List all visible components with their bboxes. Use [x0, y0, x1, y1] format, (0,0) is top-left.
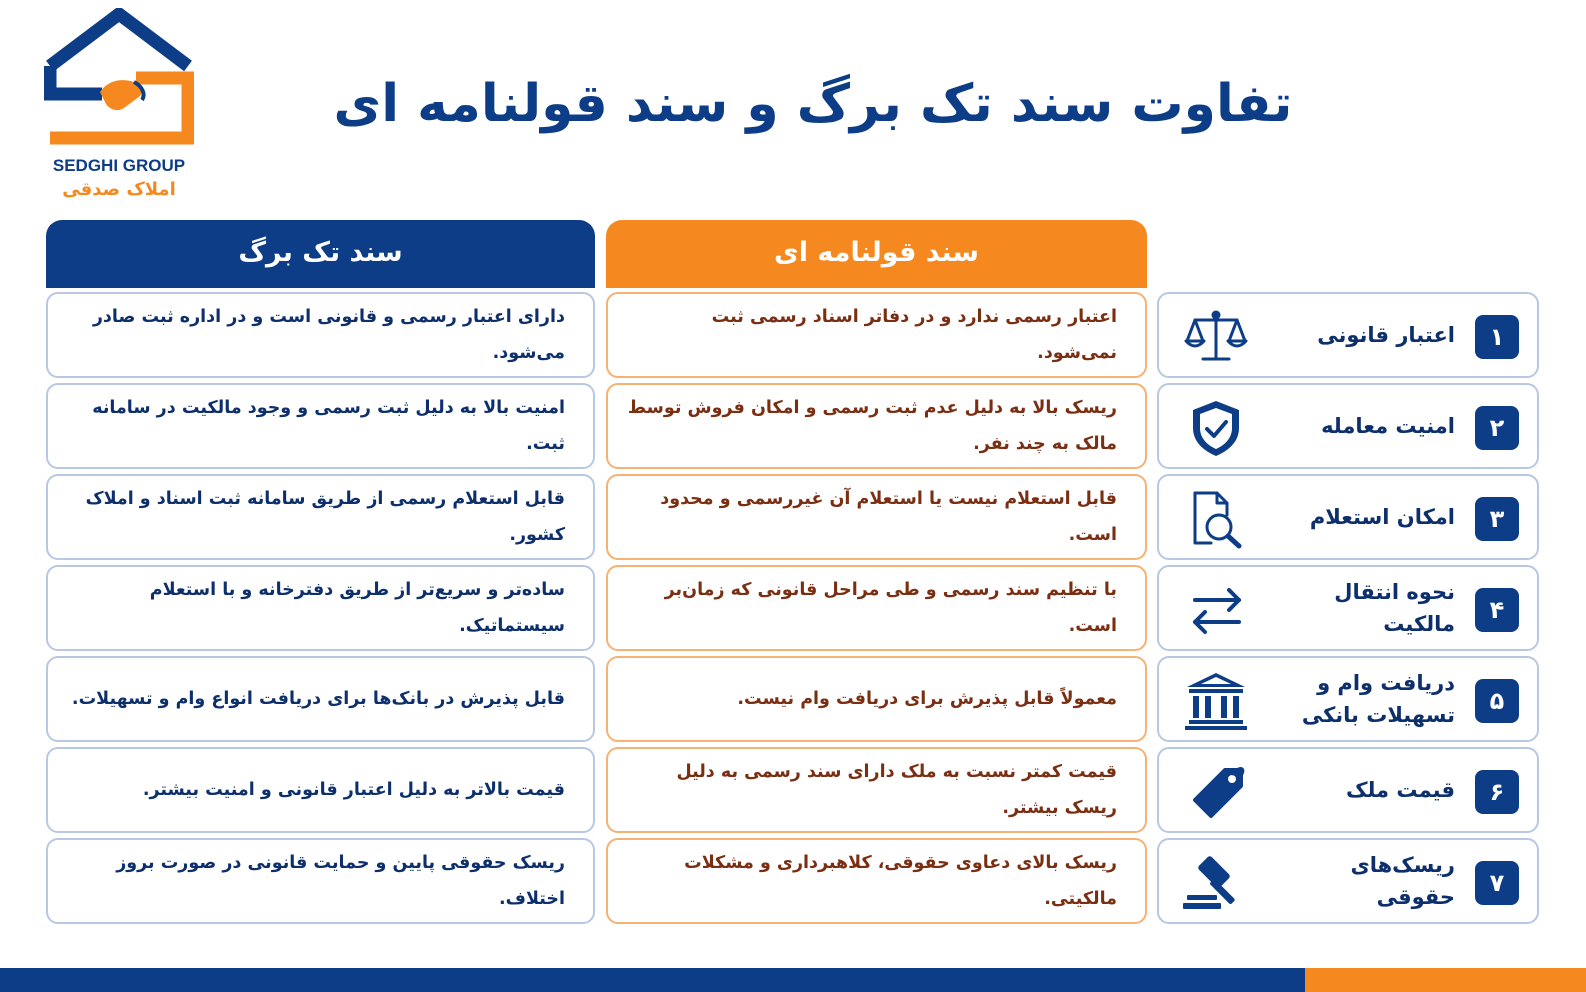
- gholnameh-cell: [606, 838, 1147, 924]
- cell-text: ریسک حقوقی پایین و حمایت قانونی در صورت بروز اختلاف.: [116, 853, 565, 909]
- row-number-badge: ۶: [1475, 770, 1519, 814]
- gholnameh-cell: [606, 656, 1147, 742]
- tak-barg-cell: [46, 747, 595, 833]
- criterion-row: [1157, 565, 1539, 651]
- scales-icon: [1181, 307, 1251, 367]
- tak-barg-cell: [46, 474, 595, 560]
- shield-check-icon: [1181, 398, 1251, 458]
- cell-text: ریسک بالای دعاوی حقوقی، کلاهبرداری و مشکلات مالکیتی.: [684, 853, 1117, 909]
- criterion-row: [1157, 383, 1539, 469]
- criterion-row: [1157, 656, 1539, 742]
- row-number-badge: ۲: [1475, 406, 1519, 450]
- criterion-row: [1157, 292, 1539, 378]
- document-search-icon: [1181, 489, 1251, 549]
- criterion-label: اعتبار قانونی: [1317, 323, 1455, 347]
- row-number-badge: ۱: [1475, 315, 1519, 359]
- criterion-label: امکان استعلام: [1309, 505, 1455, 529]
- row-number-badge: ۵: [1475, 679, 1519, 723]
- footer-bar-blue: [0, 968, 1305, 992]
- criterion-row: [1157, 474, 1539, 560]
- bank-icon: [1181, 671, 1251, 731]
- cell-text: ساده‌تر و سریع‌تر از طریق دفترخانه و با استعلام سیستماتیک.: [149, 580, 565, 636]
- tak-barg-cell: [46, 565, 595, 651]
- tak-barg-cell: [46, 383, 595, 469]
- cell-text: ریسک بالا به دلیل عدم ثبت رسمی و امکان فروش توسط مالک به چند نفر.: [627, 398, 1117, 454]
- house-handshake-logo-icon: [44, 8, 194, 158]
- gholnameh-cell: [606, 565, 1147, 651]
- tak-barg-cell: [46, 292, 595, 378]
- transfer-arrows-icon: [1181, 580, 1251, 640]
- gholnameh-cell: [606, 383, 1147, 469]
- cell-text: قابل استعلام رسمی از طریق سامانه ثبت اسناد و املاک کشور.: [85, 489, 565, 545]
- cell-text: با تنظیم سند رسمی و طی مراحل قانونی که زمان‌بر است.: [664, 580, 1117, 636]
- criterion-label: امنیت معامله: [1321, 414, 1455, 438]
- cell-text: قابل استعلام نیست یا استعلام آن غیررسمی و محدود است.: [660, 489, 1117, 545]
- cell-text: قابل پذیرش در بانک‌ها برای دریافت انواع وام و تسهیلات.: [71, 689, 565, 709]
- company-logo: [44, 8, 194, 208]
- cell-text: اعتبار رسمی ندارد و در دفاتر اسناد رسمی ثبت نمی‌شود.: [711, 307, 1117, 363]
- page-title: تفاوت سند تک برگ و سند قولنامه ای: [333, 74, 1293, 134]
- criterion-label: دریافت وام و تسهیلات بانکی: [1301, 671, 1455, 727]
- gavel-icon: [1181, 853, 1251, 913]
- criterion-label: قیمت ملک: [1345, 778, 1455, 802]
- column-header-tak-barg: سند تک برگ: [46, 220, 595, 288]
- cell-text: امنیت بالا به دلیل ثبت رسمی و وجود مالکیت در سامانه ثبت.: [92, 398, 565, 454]
- cell-text: معمولاً قابل پذیرش برای دریافت وام نیست.: [737, 689, 1117, 709]
- row-number-badge: ۷: [1475, 861, 1519, 905]
- column-header-gholnameh: سند قولنامه ای: [606, 220, 1147, 288]
- gholnameh-cell: [606, 747, 1147, 833]
- price-tag-icon: [1181, 762, 1251, 822]
- criterion-label: نحوه انتقال مالکیت: [1334, 580, 1455, 636]
- criterion-row: [1157, 747, 1539, 833]
- gholnameh-cell: [606, 292, 1147, 378]
- cell-text: قیمت بالاتر به دلیل اعتبار قانونی و امنیت بیشتر.: [142, 780, 565, 800]
- logo-name-fa: املاک صدقی: [62, 179, 176, 200]
- logo-name-en: SEDGHI GROUP: [52, 156, 186, 175]
- tak-barg-cell: [46, 838, 595, 924]
- criterion-row: [1157, 838, 1539, 924]
- tak-barg-cell: [46, 656, 595, 742]
- footer-bar-orange: [1305, 968, 1586, 992]
- row-number-badge: ۳: [1475, 497, 1519, 541]
- criterion-label: ریسک‌های حقوقی: [1350, 853, 1455, 909]
- gholnameh-cell: [606, 474, 1147, 560]
- cell-text: دارای اعتبار رسمی و قانونی است و در اداره ثبت صادر می‌شود.: [92, 307, 565, 363]
- row-number-badge: ۴: [1475, 588, 1519, 632]
- cell-text: قیمت کمتر نسبت به ملک دارای سند رسمی به دلیل ریسک بیشتر.: [676, 762, 1117, 818]
